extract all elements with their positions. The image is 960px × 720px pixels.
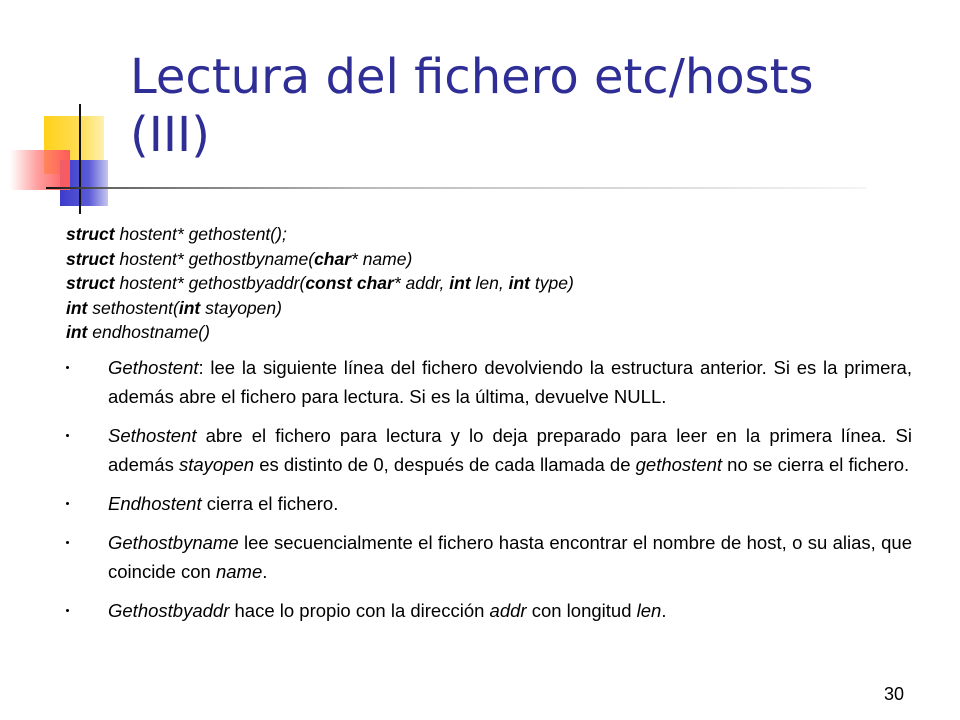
keyword: struct	[66, 248, 115, 269]
bullet-list	[66, 353, 912, 625]
declaration-text: stayopen)	[200, 297, 282, 318]
emphasized-term: stayopen	[178, 453, 255, 475]
slide-content	[66, 222, 912, 635]
keyword: int	[449, 273, 471, 293]
bullet-text: hace lo propio con la dirección	[229, 599, 490, 621]
declaration-text: hostent* gethostbyaddr(	[114, 273, 306, 293]
declaration-gethostent	[66, 222, 912, 247]
keyword: char	[314, 248, 352, 269]
bullet-text: cierra el fichero.	[201, 492, 339, 514]
decor-red-gradient-block	[10, 150, 70, 190]
bullet-text: no se cierra el fichero.	[722, 453, 910, 475]
bullet-item	[66, 421, 912, 479]
keyword: int	[66, 322, 88, 342]
decor-horizontal-line	[46, 187, 866, 189]
declaration-text: len,	[470, 273, 509, 293]
emphasized-term: Gethostent	[108, 356, 199, 378]
bullet-item	[66, 489, 912, 518]
bullet-text: abre el fichero para lectura y lo deja preparado para leer en la primera línea. Si además	[108, 424, 912, 475]
declaration-endhostname	[66, 320, 912, 345]
bullet-dot-icon	[66, 541, 69, 544]
bullet-text: .	[661, 599, 667, 621]
bullet-dot-icon	[66, 434, 69, 437]
page-number: 30	[884, 684, 905, 704]
bullet-dot-icon	[66, 502, 69, 505]
slide-title-line-1: Lectura del fichero etc/hosts	[130, 49, 814, 105]
bullet-item	[66, 353, 912, 411]
bullet-text: es distinto de 0, después de cada llamada de	[254, 453, 636, 475]
declaration-text: type)	[530, 273, 574, 293]
keyword: const char	[305, 273, 394, 293]
emphasized-term: name	[215, 560, 263, 582]
slide-title	[130, 48, 930, 164]
keyword: int	[178, 297, 201, 318]
bullet-text: .	[262, 560, 268, 582]
keyword: struct	[66, 224, 115, 244]
keyword: int	[66, 297, 88, 318]
declaration-sethostent	[66, 296, 912, 321]
declaration-text: * addr,	[393, 273, 450, 293]
decor-vertical-line	[79, 104, 81, 214]
declaration-gethostbyname	[66, 247, 912, 272]
emphasized-term: Sethostent	[108, 424, 197, 446]
declaration-text: * name)	[351, 248, 413, 269]
bullet-item	[66, 528, 912, 586]
bullet-text: : lee la siguiente línea del fichero devolviendo la estructura anterior. Si es la primera, además abre el fichero para lectura. Si es la última, devuelve NULL.	[108, 356, 912, 407]
declaration-text: sethostent(	[87, 297, 179, 318]
declaration-text: endhostname()	[87, 322, 210, 342]
bullet-text: con longitud	[526, 599, 637, 621]
declaration-gethostbyaddr	[66, 271, 912, 296]
emphasized-term: Gethostbyaddr	[108, 599, 230, 621]
bullet-text: lee secuencialmente el fichero hasta encontrar el nombre de host, o su alias, que coincide con	[108, 531, 912, 582]
keyword: struct	[66, 273, 115, 293]
declaration-text: hostent* gethostbyname(	[114, 248, 315, 269]
emphasized-term: gethostent	[635, 453, 723, 475]
emphasized-term: Endhostent	[108, 492, 202, 514]
emphasized-term: len	[636, 599, 662, 621]
emphasized-term: addr	[489, 599, 527, 621]
bullet-dot-icon	[66, 366, 69, 369]
keyword: int	[508, 273, 531, 293]
declaration-text: hostent* gethostent();	[114, 224, 287, 244]
emphasized-term: Gethostbyname	[108, 531, 239, 553]
slide-title-line-2: (III)	[130, 107, 210, 163]
bullet-item	[66, 596, 912, 625]
bullet-dot-icon	[66, 609, 69, 612]
